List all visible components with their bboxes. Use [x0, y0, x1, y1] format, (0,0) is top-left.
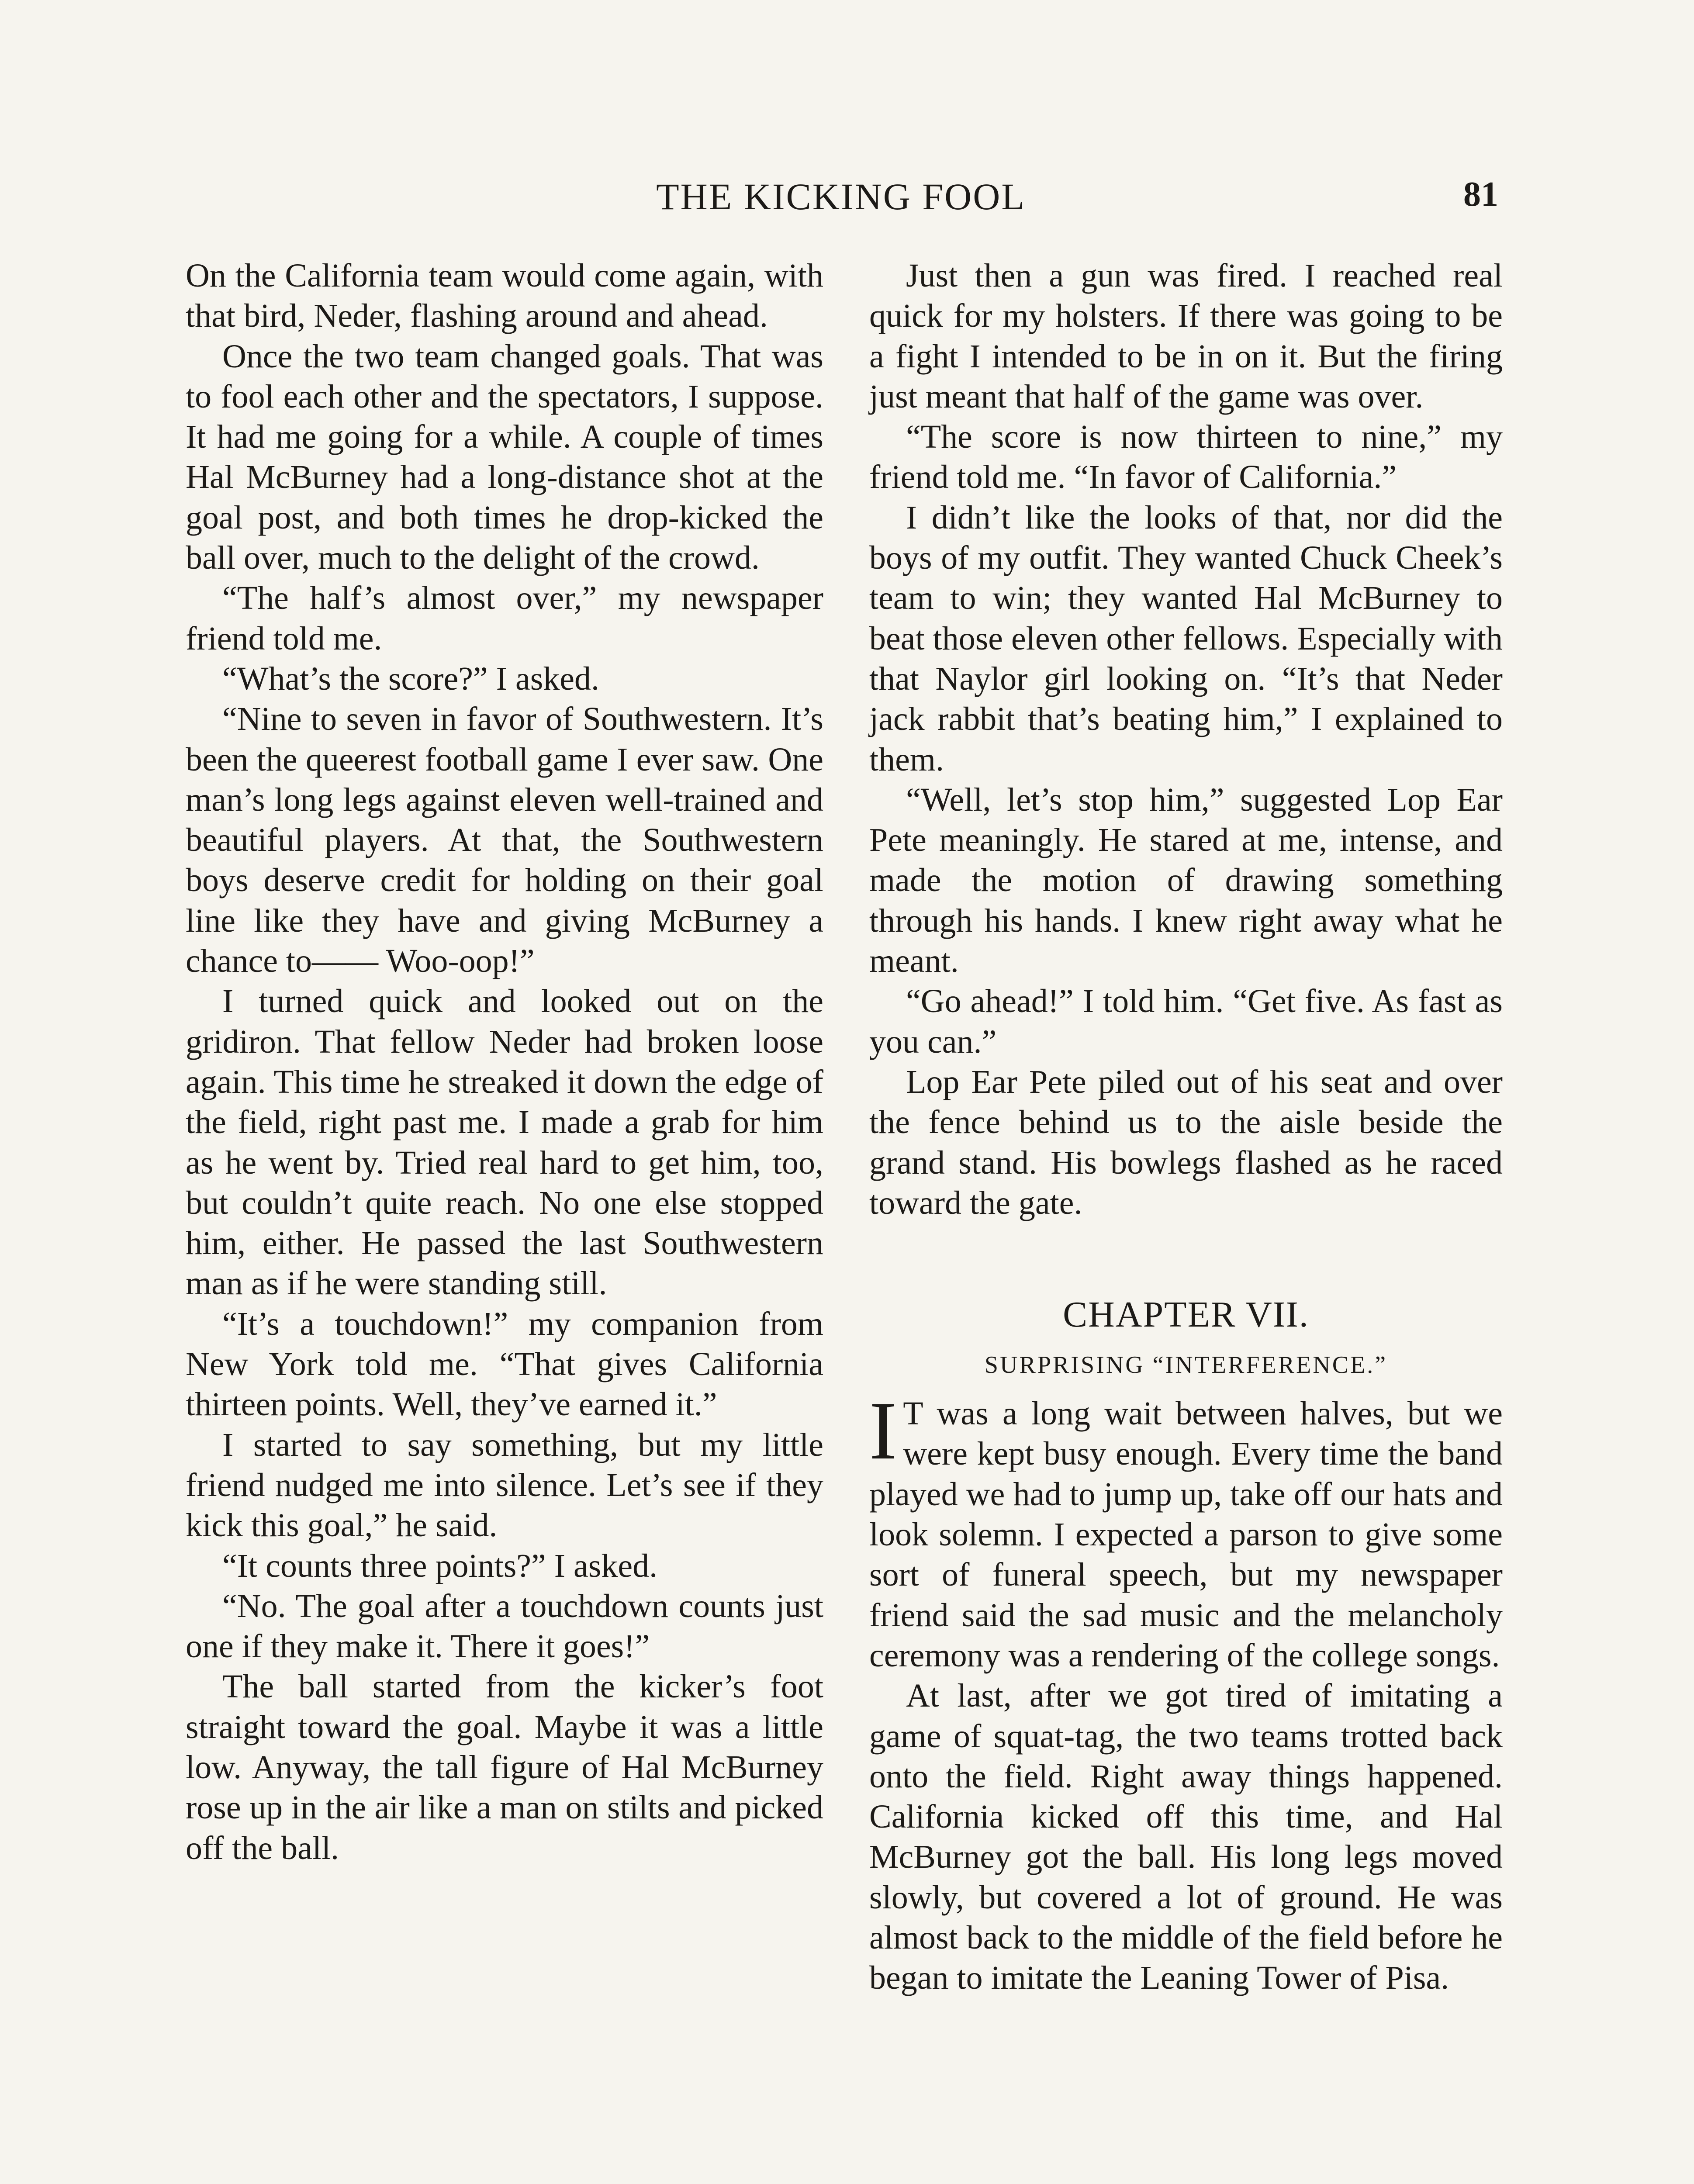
paragraph: Once the two team changed goals. That was to fool each other and the spectators, I suppose. It had me going for a while. A couple of times Hal McBurney had a long-distance shot at the goal post, and both times he drop-kicked the ball over, much to the delight of the crowd. — [186, 338, 823, 577]
running-title: THE KICKING FOOL — [656, 176, 1026, 218]
paragraph: “It’s a touchdown!” my companion from New York told me. “That gives California thirteen points. Well, they’ve earned it.” — [186, 1305, 823, 1423]
paragraph: “It counts three points?” I asked. — [222, 1547, 658, 1584]
page-number: 81 — [1463, 175, 1498, 214]
paragraph: “Well, let’s stop him,” suggested Lop Ear Pete meaningly. He stared at me, intense, and made the motion of drawing something through his hands. I knew right away what he meant. — [869, 781, 1503, 980]
paragraph: On the California team would come again, with that bird, Neder, flashing around and ahead. — [186, 257, 823, 335]
running-head — [183, 175, 1498, 227]
paragraph: I started to say something, but my little friend nudged me into silence. Let’s see if they kick this goal,” he said. — [186, 1426, 823, 1544]
paragraph: “No. The goal after a touchdown counts just one if they make it. There it goes!” — [186, 1587, 823, 1665]
paragraph: “The half’s almost over,” my newspaper friend told me. — [186, 580, 823, 657]
paragraph: “Go ahead!” I told him. “Get five. As fast as you can.” — [869, 983, 1503, 1060]
paragraph: Lop Ear Pete piled out of his seat and over the fence behind us to the aisle beside the grand stand. His bowlegs flashed as he raced toward the gate. — [869, 1063, 1503, 1221]
chapter-subtitle: SURPRISING “INTERFERENCE.” — [984, 1351, 1388, 1379]
right-column — [869, 256, 1503, 1998]
paragraph: I didn’t like the looks of that, nor did the boys of my outfit. They wanted Chuck Cheek’s team to win; they wanted Hal McBurney to beat those eleven other fellows. Especially with that Naylor girl looking on. “It’s that Neder jack rabbit that’s beating him,” I explained to them. — [869, 499, 1503, 778]
paragraph: The ball started from the kicker’s foot straight toward the goal. Maybe it was a little low. Anyway, the tall figure of Hal McBurney rose up in the air like a man on stilts and picked off the ball. — [186, 1668, 823, 1866]
drop-cap: I — [869, 1385, 897, 1477]
paragraph-text: T was a long wait between halves, but we were kept busy enough. Every time the band played we had to jump up, take off our hats and look solemn. I expected a parson to give some sort of funeral speech, but my newspaper friend said the sad music and the melancholy ceremony was a rendering of the college songs. — [869, 1395, 1503, 1674]
chapter-first-paragraph — [869, 1385, 1503, 1676]
paragraph: “Nine to seven in favor of Southwestern. It’s been the queerest football game I ever saw. One man’s long legs against eleven well-trained and beautiful players. At that, the Southwestern boys deserve credit for holding on their goal line like they have and giving McBurney a chance to—— Woo-oop!” — [186, 701, 823, 980]
left-column — [186, 256, 823, 1868]
paragraph: “What’s the score?” I asked. — [222, 660, 600, 697]
paragraph: I turned quick and looked out on the gridiron. That fellow Neder had broken loose again. This time he streaked it down the edge of the field, right past me. I made a grab for him as he went by. Tried real hard to get him, too, but couldn’t quite reach. No one else stopped him, either. He passed the last Southwestern man as if he were standing still. — [186, 983, 823, 1302]
paragraph: Just then a gun was fired. I reached real quick for my holsters. If there was going to be a fight I intended to be in on it. But the firing just meant that half of the game was over. — [869, 257, 1503, 415]
paragraph: At last, after we got tired of imitating a game of squat-tag, the two teams trotted back onto the field. Right away things happened. California kicked off this time, and Hal McBurney got the ball. His long legs moved slowly, but covered a lot of ground. He was almost back to the middle of the field before he began to imitate the Leaning Tower of Pisa. — [869, 1677, 1503, 1997]
chapter-title: CHAPTER VII. — [1063, 1294, 1309, 1335]
paragraph: “The score is now thirteen to nine,” my friend told me. “In favor of California.” — [869, 418, 1503, 496]
